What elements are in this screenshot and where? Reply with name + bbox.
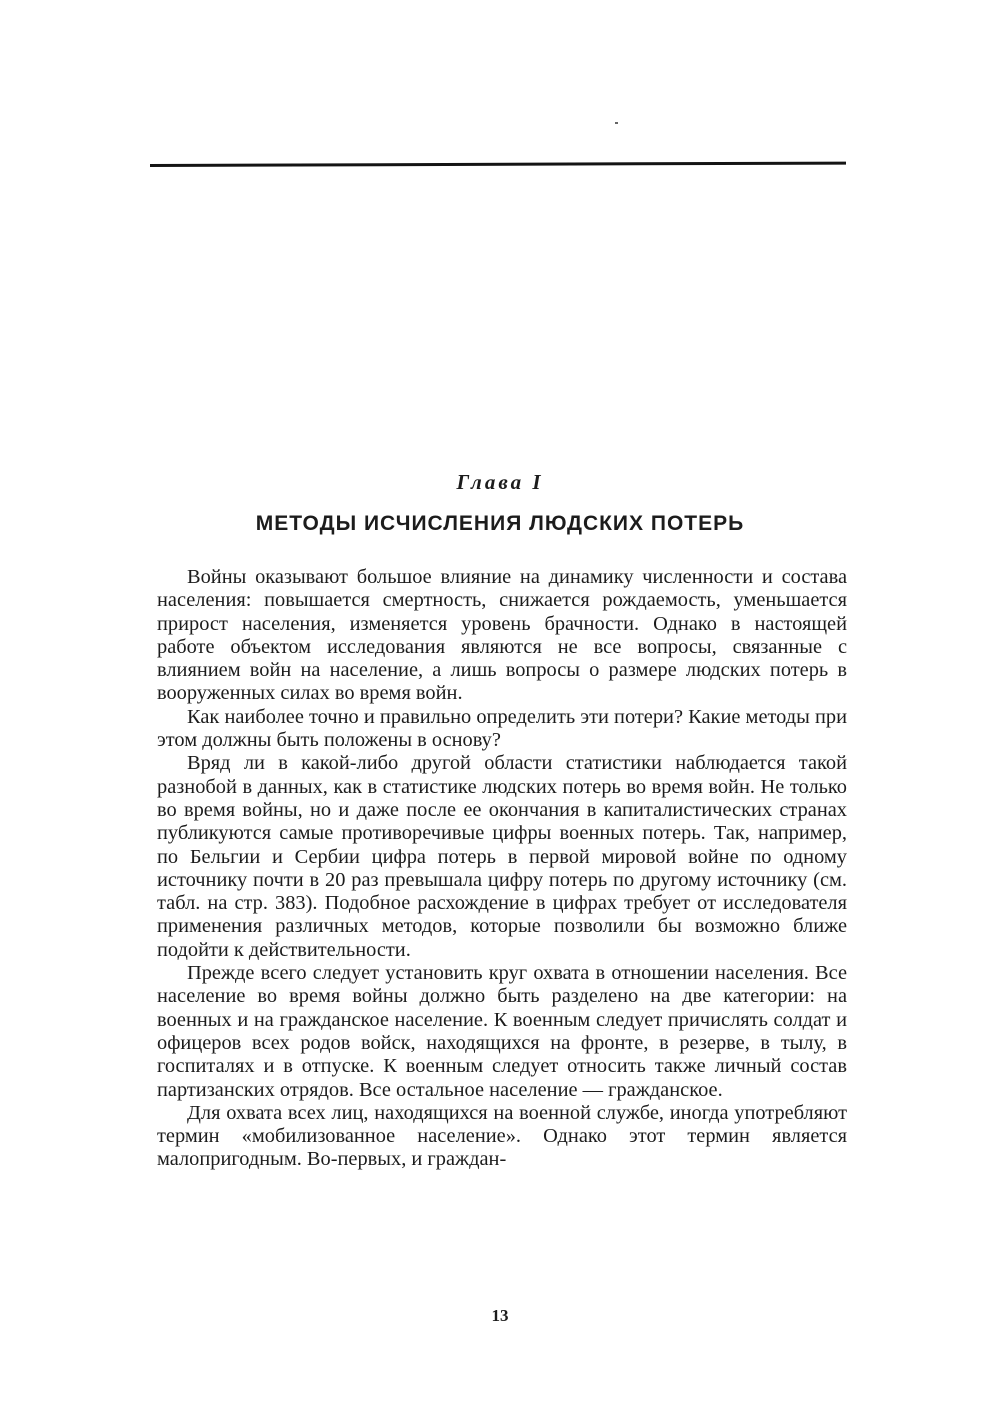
page-number: 13 (491, 1306, 509, 1325)
paragraph-2: Как наиболее точно и правильно определить эти потери? Какие методы при этом должны быть положены в основу? (157, 705, 847, 752)
body-text (157, 566, 847, 1172)
print-speck (615, 122, 618, 124)
chapter-title: МЕТОДЫ ИСЧИСЛЕНИЯ ЛЮДСКИХ ПОТЕРЬ (255, 512, 745, 535)
chapter-label: Глава I (456, 470, 544, 494)
chapter-top-rule (150, 162, 846, 167)
paragraph-5: Для охвата всех лиц, находящихся на военной службе, иногда употребляют термин «мобилизованное население». Однако этот термин является малопригодным. Во-первых, и граждан- (157, 1101, 847, 1171)
paragraph-4: Прежде всего следует установить круг охвата в отношении населения. Все население во время войны должно быть разделено на две категории: на военных и на гражданское население. К военным следует причислять солдат и офицеров всех родов войск, находящихся на фронте, в резерве, в тылу, в госпиталях и в отпуске. К военным следует относить также личный состав партизанских отрядов. Все остальное население — гражданское. (157, 962, 847, 1101)
paragraph-3: Вряд ли в какой-либо другой области статистики наблюдается такой разнобой в данных, как в статистике людских потерь во время войн. Не только во время войны, но и даже после ее окончания в капиталистических странах публикуются самые противоречивые цифры военных потерь. Так, например, по Бельгии и Сербии цифра потерь в первой мировой войне по одному источнику почти в 20 раз превышала цифру потерь по другому источнику (см. табл. на стр. 383). Подобное расхождение в цифрах требует от исследователя применения различных методов, которые позволили бы возможно ближе подойти к действительности. (157, 752, 847, 961)
paragraph-1: Войны оказывают большое влияние на динамику численности и состава населения: повышается смертность, снижается рождаемость, уменьшается прирост населения, изменяется уровень брачности. Однако в настоящей работе объектом исследования являются не все вопросы, связанные с влиянием войн на население, а лишь вопросы о размере людских потерь в вооруженных силах во время войн. (157, 566, 847, 705)
